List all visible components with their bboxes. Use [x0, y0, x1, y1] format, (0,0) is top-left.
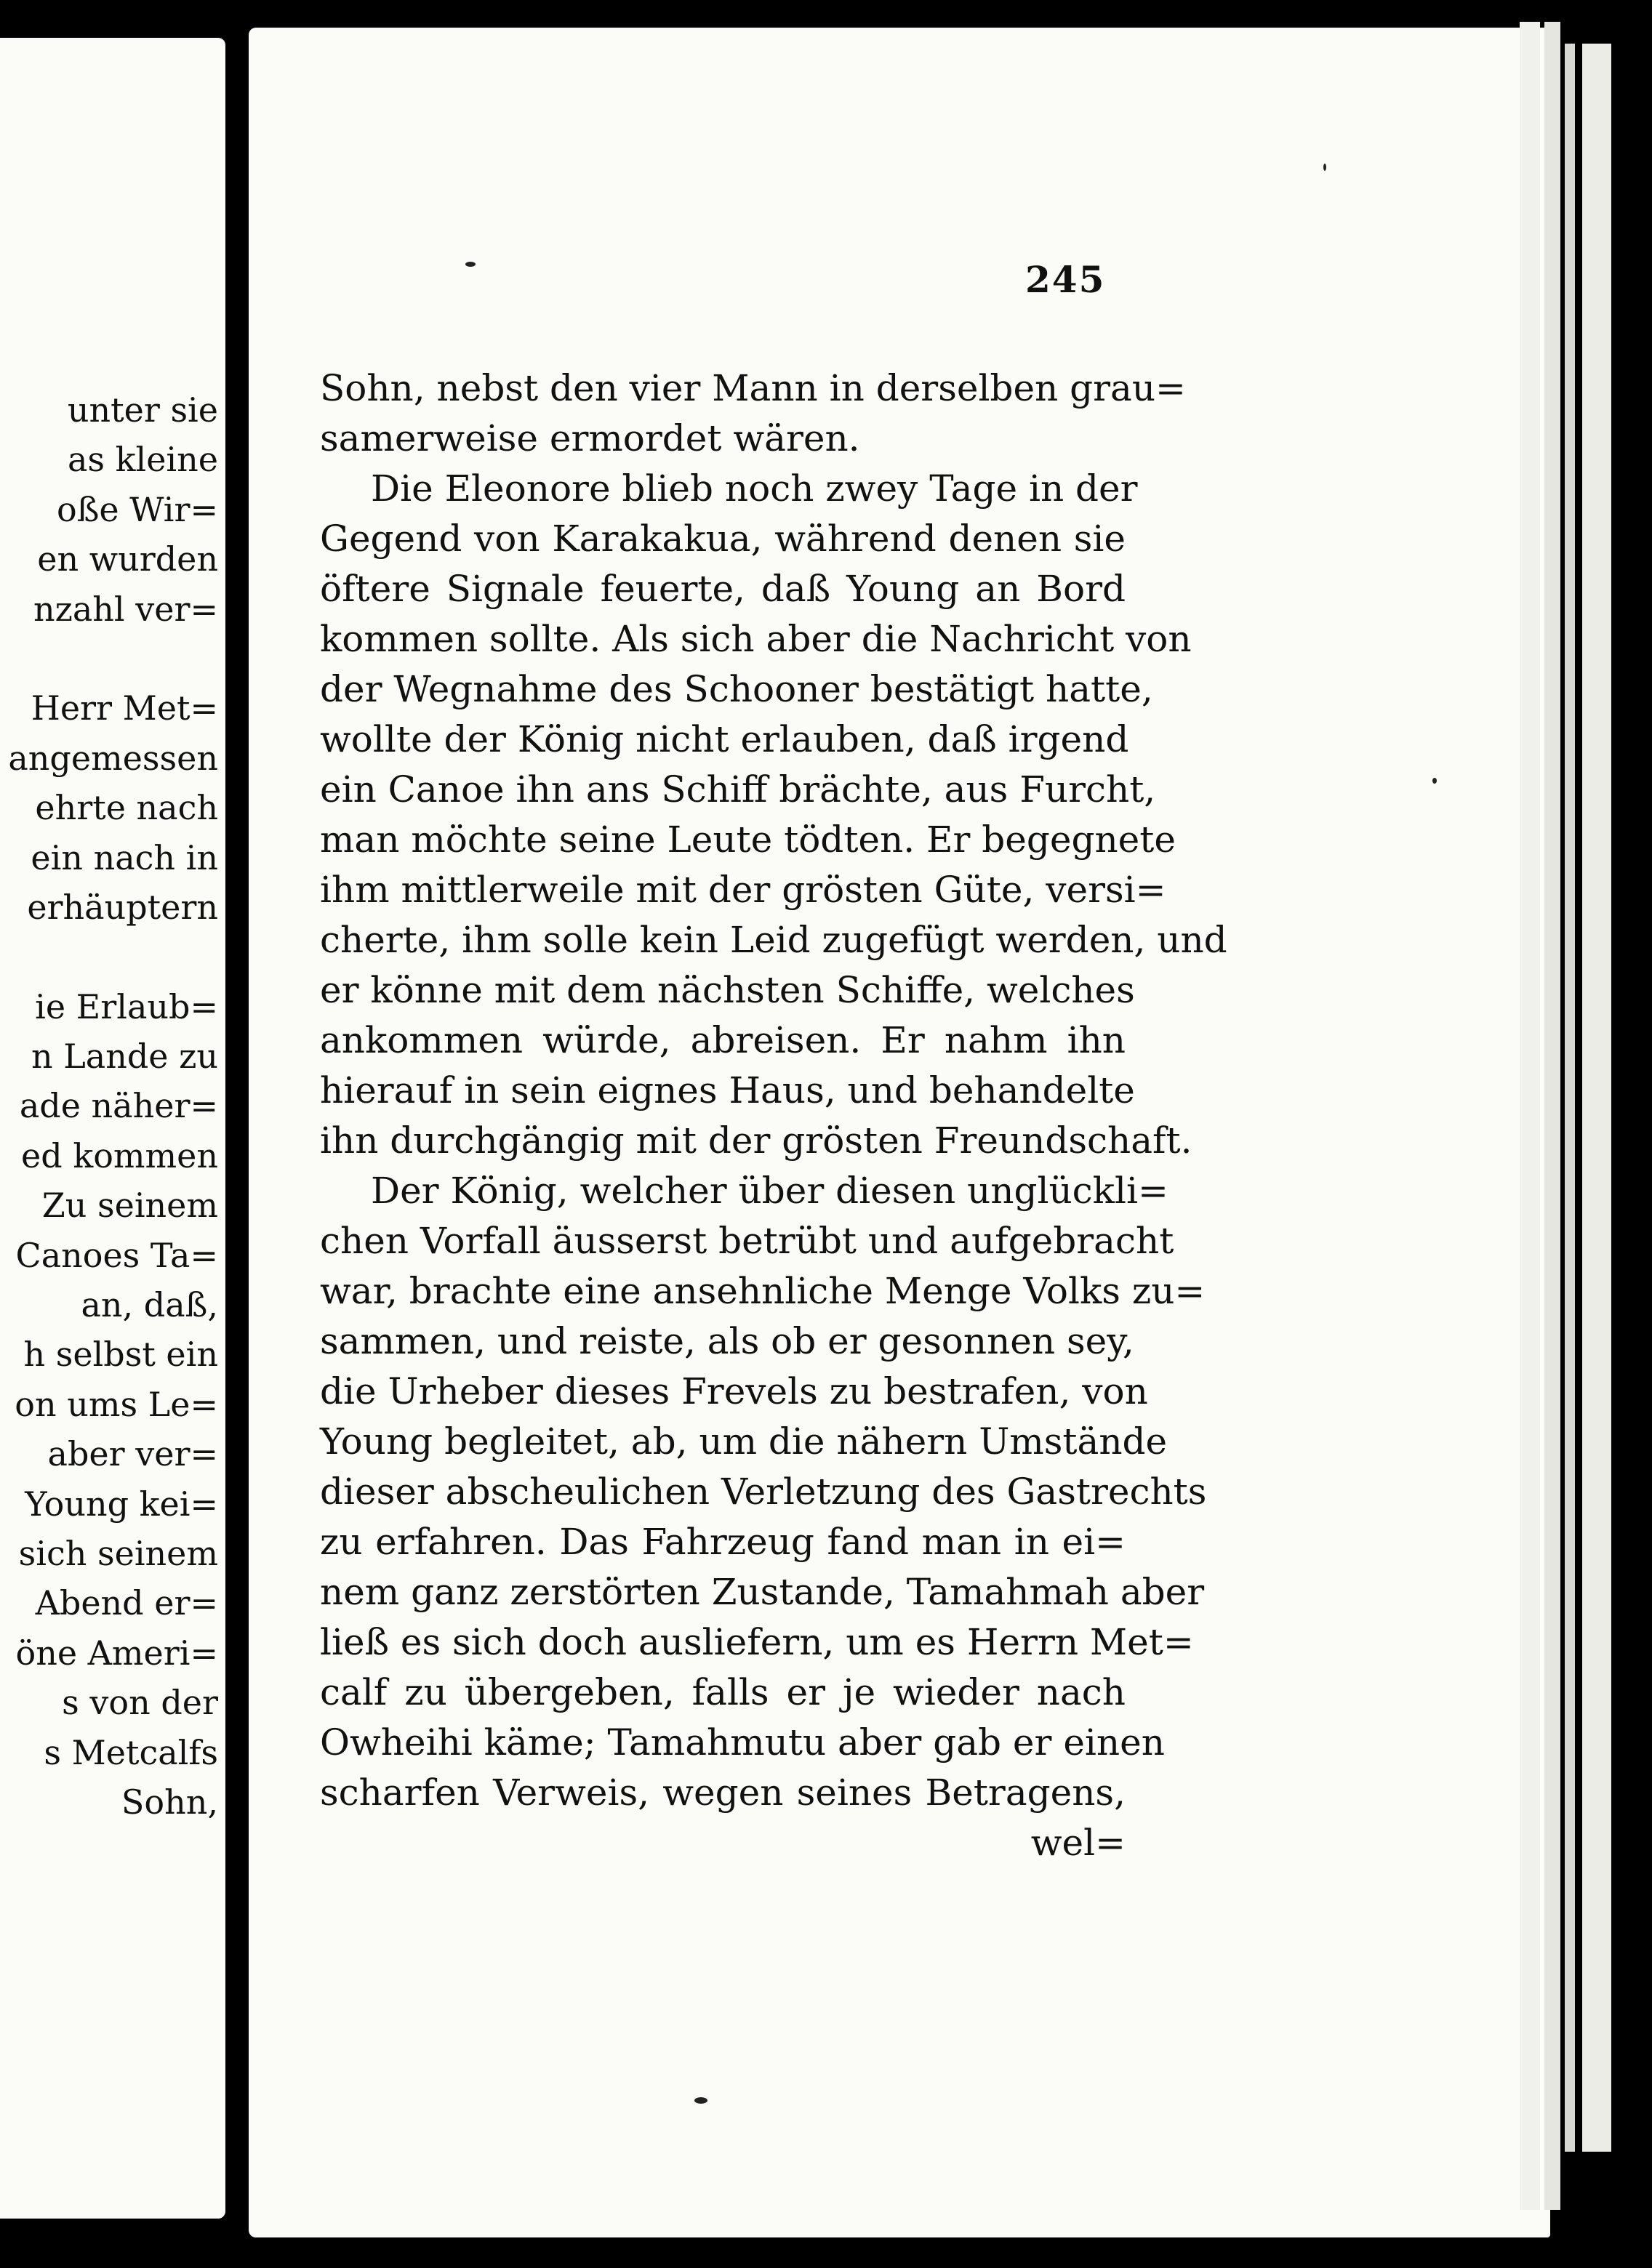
text-line: calf zu übergeben, falls er je wieder nach: [320, 1671, 1126, 1713]
left-page-line: Zu seinem: [41, 1186, 218, 1226]
left-page-line: nzahl ver=: [33, 589, 218, 629]
left-page-line: aber ver=: [47, 1434, 218, 1474]
left-page-line: angemessen: [8, 738, 218, 778]
text-line: ankommen würde, abreisen. Er nahm ihn: [320, 1019, 1126, 1061]
text-line: wollte der König nicht erlauben, daß irgend: [320, 718, 1129, 760]
text-line: Sohn, nebst den vier Mann in derselben grau=: [320, 367, 1186, 409]
left-page: [0, 38, 225, 2219]
text-line: ihm mittlerweile mit der grösten Güte, versi=: [320, 869, 1166, 911]
paragraph-gap: [0, 634, 218, 683]
left-page-line: Young kei=: [25, 1484, 218, 1524]
left-page-line: n Lande zu: [31, 1037, 218, 1077]
text-line: samerweise ermordet wären.: [320, 417, 860, 459]
left-page-line: ehrte nach: [35, 788, 218, 828]
text-line: dieser abscheulichen Verletzung des Gastrechts: [320, 1471, 1207, 1513]
page-edge: [1565, 44, 1575, 2152]
text-line: ein Canoe ihn ans Schiff brächte, aus Furcht,: [320, 768, 1156, 811]
left-page-line: ade näher=: [19, 1086, 218, 1126]
body-text: [320, 363, 1227, 1868]
left-page-line: Herr Met=: [31, 688, 218, 728]
left-page-line: oße Wir=: [57, 489, 218, 529]
left-page-line: Sohn,: [121, 1782, 218, 1822]
left-page-line: an, daß,: [81, 1285, 218, 1325]
left-page-line: unter sie: [67, 390, 218, 430]
left-page-line: ed kommen: [21, 1135, 218, 1175]
left-page-line: Canoes Ta=: [15, 1235, 218, 1275]
text-line: ihn durchgängig mit der grösten Freundschaft.: [320, 1119, 1192, 1162]
left-page-line: Abend er=: [35, 1583, 218, 1623]
text-line: Der König, welcher über diesen unglückli=: [371, 1170, 1168, 1212]
left-page-line: ie Erlaub=: [35, 986, 218, 1026]
left-page-text-column: [0, 385, 218, 1827]
text-line: der Wegnahme des Schooner bestätigt hatte,: [320, 668, 1153, 710]
left-page-line: sich seinem: [18, 1533, 218, 1573]
text-line: Owheihi käme; Tamahmutu aber gab er einen: [320, 1721, 1165, 1764]
left-page-line: on ums Le=: [15, 1384, 218, 1424]
text-line: die Urheber dieses Frevels zu bestrafen, von: [320, 1370, 1148, 1412]
left-page-line: erhäuptern: [27, 887, 218, 927]
page-edge: [1520, 22, 1540, 2210]
page-edge: [1582, 44, 1611, 2152]
text-line: zu erfahren. Das Fahrzeug fand man in ei=: [320, 1521, 1126, 1563]
text-line: man möchte seine Leute tödten. Er begegnete: [320, 819, 1176, 861]
left-page-line: s von der: [62, 1683, 218, 1723]
left-page-line: ein nach in: [31, 837, 218, 877]
text-line: Die Eleonore blieb noch zwey Tage in der: [371, 467, 1138, 510]
catchword: wel=: [1030, 1822, 1126, 1864]
text-line: sammen, und reiste, als ob er gesonnen sey,: [320, 1320, 1134, 1362]
left-page-line: en wurden: [37, 539, 218, 579]
page-number: 245: [1025, 258, 1106, 301]
text-line: war, brachte eine ansehnliche Menge Volks zu=: [320, 1270, 1206, 1312]
text-line: hierauf in sein eignes Haus, und behandelte: [320, 1069, 1135, 1111]
ink-speck: [1432, 778, 1437, 784]
text-line: cherte, ihm solle kein Leid zugefügt werden, und: [320, 919, 1227, 961]
left-page-line: öne Ameri=: [15, 1633, 218, 1673]
paragraph-gap: [0, 932, 218, 981]
text-line: chen Vorfall äusserst betrübt und aufgebracht: [320, 1220, 1174, 1262]
text-line: er könne mit dem nächsten Schiffe, welches: [320, 969, 1135, 1011]
ink-speck: [1323, 164, 1326, 171]
text-line: Gegend von Karakakua, während denen sie: [320, 518, 1126, 560]
ink-speck: [465, 262, 476, 267]
left-page-line: as kleine: [67, 440, 218, 480]
left-page-line: s Metcalfs: [44, 1732, 218, 1772]
text-line: nem ganz zerstörten Zustande, Tamahmah aber: [320, 1571, 1205, 1613]
text-line: ließ es sich doch ausliefern, um es Herrn Met=: [320, 1621, 1194, 1663]
text-line: Young begleitet, ab, um die nähern Umstände: [320, 1420, 1168, 1463]
text-line: öftere Signale feuerte, daß Young an Bord: [320, 568, 1126, 610]
text-line: scharfen Verweis, wegen seines Betragens,: [320, 1772, 1126, 1814]
text-line: kommen sollte. Als sich aber die Nachricht von: [320, 618, 1192, 660]
page-edge: [1544, 22, 1560, 2210]
ink-speck: [694, 2097, 707, 2104]
left-page-line: h selbst ein: [23, 1335, 218, 1375]
